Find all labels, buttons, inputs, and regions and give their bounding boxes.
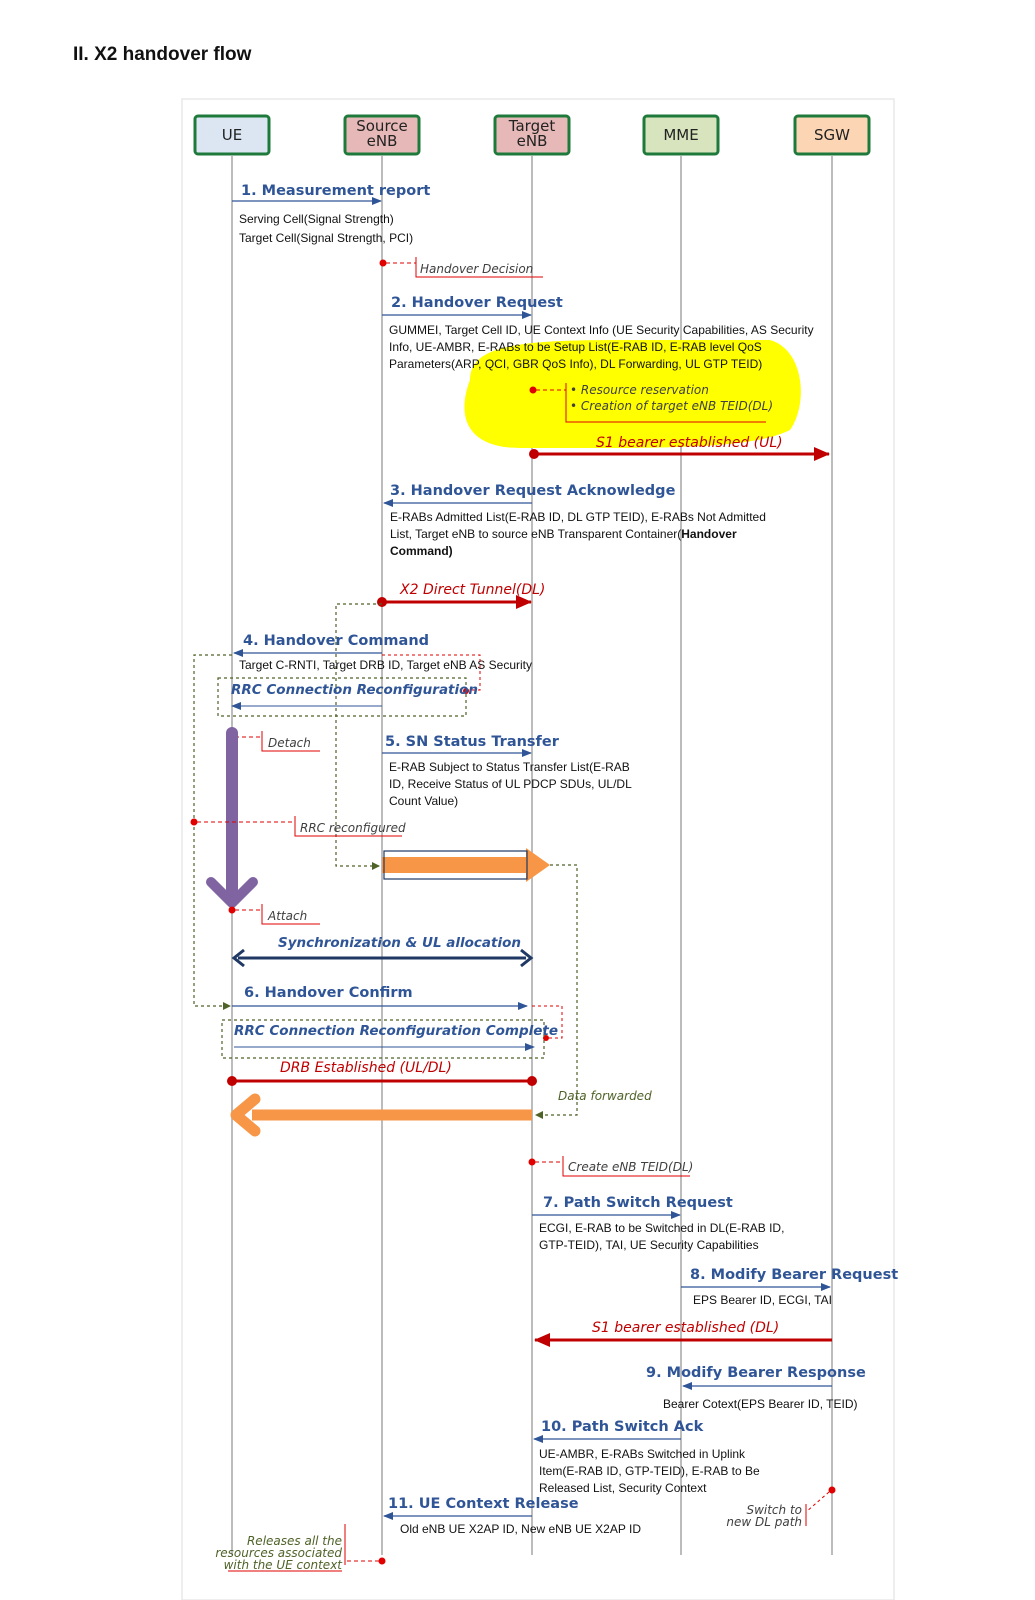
- msg-7-label: 7. Path Switch Request: [543, 1195, 733, 1211]
- note-attach: Attach: [268, 909, 308, 923]
- note-rrc-complete: RRC Connection Reconfiguration Complete: [234, 1023, 559, 1039]
- entity-source-enb: [345, 116, 419, 154]
- msg-4-label: 4. Handover Command: [243, 633, 430, 649]
- entity-ue: [195, 116, 269, 154]
- msg-2-detail-3: Parameters(ARP, QCI, GBR QoS Info), DL Forwarding, UL GTP TEID): [389, 357, 763, 371]
- msg-3-detail-3: Command): [390, 544, 453, 558]
- msg-5-detail-2: ID, Receive Status of UL PDCP SDUs, UL/DL: [389, 777, 632, 791]
- note-x2-tunnel: X2 Direct Tunnel(DL): [400, 582, 546, 598]
- msg-1-label: 1. Measurement report: [241, 183, 431, 199]
- msg-5-label: 5. SN Status Transfer: [385, 734, 559, 750]
- entity-target-label-2: eNB: [516, 132, 548, 150]
- note-rrc-reconf: RRC Connection Reconfiguration: [231, 682, 479, 698]
- msg-6-label: 6. Handover Confirm: [244, 985, 413, 1001]
- note-s1-ul: S1 bearer established (UL): [596, 435, 783, 451]
- msg-1-detail-2: Target Cell(Signal Strength, PCI): [239, 231, 414, 245]
- note-rrc-reconfigured: RRC reconfigured: [300, 821, 406, 835]
- entity-ue-label: UE: [221, 126, 243, 144]
- msg-5-detail-3: Count Value): [389, 794, 459, 808]
- msg-10-detail-1: UE-AMBR, E-RABs Switched in Uplink: [539, 1447, 746, 1461]
- note-creation-teid: • Creation of target eNB TEID(DL): [570, 399, 774, 413]
- msg-4-detail-1: Target C-RNTI, Target DRB ID, Target eNB AS Security: [239, 658, 532, 672]
- msg-2-detail-2: Info, UE-AMBR, E-RABs to be Setup List(E-RAB ID, E-RAB level QoS: [389, 340, 762, 354]
- msg-3-label: 3. Handover Request Acknowledge: [390, 483, 676, 499]
- entity-mme-label: MME: [663, 126, 699, 144]
- msg-9-detail-1: Bearer Cotext(EPS Bearer ID, TEID): [663, 1397, 858, 1411]
- entity-target-label-1: Target: [508, 117, 556, 135]
- msg-11-detail-1: Old eNB UE X2AP ID, New eNB UE X2AP ID: [400, 1522, 641, 1536]
- note-data-forwarded: Data forwarded: [558, 1089, 652, 1103]
- msg-7-detail-2: GTP-TEID), TAI, UE Security Capabilities: [539, 1238, 759, 1252]
- note-release-3: with the UE context: [223, 1558, 342, 1572]
- msg-10-detail-2: Item(E-RAB ID, GTP-TEID), E-RAB to Be: [539, 1464, 760, 1478]
- note-s1-dl: S1 bearer established (DL): [592, 1320, 780, 1336]
- msg-8-detail-1: EPS Bearer ID, ECGI, TAI: [693, 1293, 832, 1307]
- entity-sgw: [795, 116, 869, 154]
- note-sync: Synchronization & UL allocation: [278, 935, 522, 951]
- note-release-2: resources associated: [215, 1546, 342, 1560]
- msg-8-label: 8. Modify Bearer Request: [690, 1267, 899, 1283]
- msg-9-label: 9. Modify Bearer Response: [646, 1365, 866, 1381]
- note-handover-decision: Handover Decision: [420, 262, 534, 276]
- msg-2-label: 2. Handover Request: [391, 295, 563, 311]
- msg-5-detail-1: E-RAB Subject to Status Transfer List(E-RAB: [389, 760, 630, 774]
- msg-1-detail-1: Serving Cell(Signal Strength): [239, 212, 394, 226]
- msg-3-detail-1: E-RABs Admitted List(E-RAB ID, DL GTP TEID), E-RABs Not Admitted: [390, 510, 766, 524]
- entity-source-label-2: eNB: [366, 132, 398, 150]
- note-detach: Detach: [268, 736, 311, 750]
- msg-3-detail-2: List, Target eNB to source eNB Transparent Container(Handover: [390, 527, 737, 541]
- note-create-teid: Create eNB TEID(DL): [568, 1160, 694, 1174]
- note-drb: DRB Established (UL/DL): [280, 1060, 452, 1076]
- msg-7-detail-1: ECGI, E-RAB to be Switched in DL(E-RAB ID,: [539, 1221, 785, 1235]
- entity-mme: [644, 116, 718, 154]
- page-heading: II. X2 handover flow: [73, 44, 252, 65]
- entity-sgw-label: SGW: [814, 126, 850, 144]
- entity-target-enb: [495, 116, 569, 154]
- note-switch-2: new DL path: [726, 1515, 802, 1529]
- note-release-1: Releases all the: [246, 1534, 342, 1548]
- msg-10-label: 10. Path Switch Ack: [541, 1419, 704, 1435]
- entity-source-label-1: Source: [356, 117, 408, 135]
- msg-11-label: 11. UE Context Release: [388, 1496, 579, 1512]
- msg-10-detail-3: Released List, Security Context: [539, 1481, 707, 1495]
- note-resource-reservation: • Resource reservation: [570, 383, 709, 397]
- msg-2-detail-1: GUMMEI, Target Cell ID, UE Context Info (UE Security Capabilities, AS Security: [389, 323, 814, 337]
- note-switch-1: Switch to: [746, 1503, 802, 1517]
